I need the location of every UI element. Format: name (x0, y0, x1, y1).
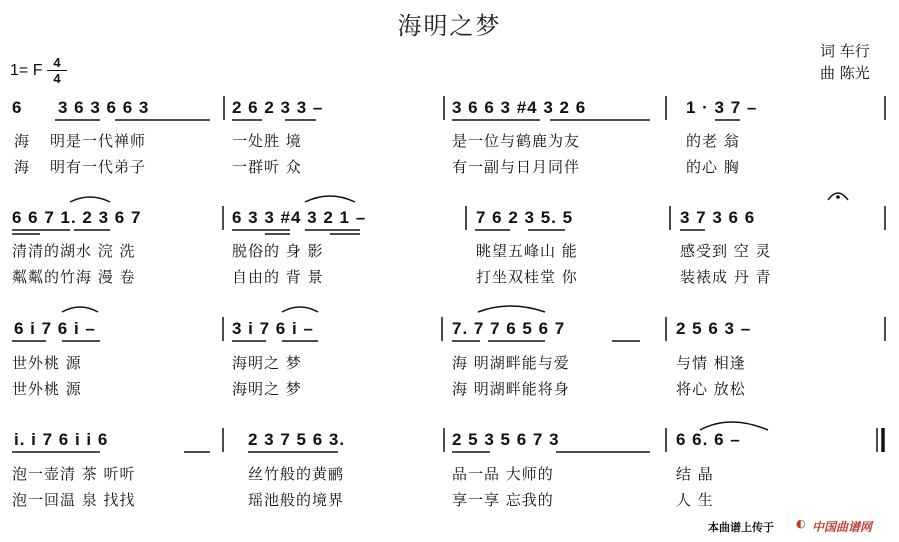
row-1-lyric-2-seg-3: 一群听 众 (232, 158, 302, 176)
row-4-lyric-2-seg-1: 泡一回温 泉 找找 (12, 491, 136, 509)
row-1-lyric-2-seg-2: 明有一代弟子 (50, 158, 147, 176)
row-4-lyric-1-seg-1: 泡一壶清 茶 听听 (12, 465, 136, 483)
row-2-lyric-1-seg-3: 眺望五峰山 能 (476, 242, 578, 260)
row-3-lyric-1-seg-1: 世外桃 源 (12, 354, 82, 372)
row-1-lyric-1-seg-4: 是一位与鹤鹿为友 (452, 132, 581, 150)
row-1-notes-seg-2: 3 6 3 6 6 3 (58, 98, 150, 117)
site-logo-text: 中国曲谱网 (812, 520, 873, 534)
row-3-notes-seg-4: 2 5 6 3 – (676, 319, 752, 338)
row-4-lyric-2-seg-2: 瑶池般的境界 (248, 491, 345, 509)
row-1-lyric-1-seg-3: 一处胜 境 (232, 132, 302, 150)
row-2-notes-seg-1: 6 6 7 1. 2 3 6 7 (12, 208, 142, 227)
row-2-notes-seg-4: 3 7 3 6 6 (680, 208, 756, 227)
row-4-notes-seg-4: 6 6. 6 – (676, 430, 741, 449)
row-1-lyric-1-seg-1: 海 (14, 132, 31, 150)
row-1-notes-seg-5: 1 · 3 7 – (686, 98, 758, 117)
row-2-lyric-1-seg-4: 感受到 空 灵 (680, 242, 772, 260)
composer-credit: 曲 陈光 (820, 64, 870, 82)
row-4-lyric-2-seg-4: 人 生 (676, 491, 714, 509)
row-3-lyric-2-seg-4: 将心 放松 (676, 380, 746, 398)
row-2-lyric-2-seg-1: 粼粼的竹海 漫 卷 (12, 268, 136, 286)
row-2-lyric-2-seg-3: 打坐双桂堂 你 (476, 268, 578, 286)
row-3-lyric-1-seg-2: 海明之 梦 (232, 354, 302, 372)
row-2-lyric-2-seg-4: 装裱成 丹 青 (680, 268, 772, 286)
row-1-lyric-2-seg-4: 有一副与日月同伴 (452, 158, 581, 176)
row-4-lyric-1-seg-3: 品一品 大师的 (452, 465, 554, 483)
row-3-lyric-2-seg-1: 世外桃 源 (12, 380, 82, 398)
row-1-notes-seg-1: 6 (12, 98, 23, 117)
row-4-lyric-1-seg-2: 丝竹般的黄鹂 (248, 465, 345, 483)
row-3-lyric-2-seg-3: 海 明湖畔能将身 (452, 380, 570, 398)
row-1-lyric-1-seg-2: 明是一代禅师 (50, 132, 147, 150)
row-3-notes-seg-2: 3 i 7 6 i – (232, 319, 314, 338)
row-1-lyric-2-seg-1: 海 (14, 158, 31, 176)
row-1-lyric-2-seg-5: 的心 胸 (686, 158, 740, 176)
upload-note: 本曲谱上传于 (708, 521, 774, 534)
row-3-lyric-2-seg-2: 海明之 梦 (232, 380, 302, 398)
row-2-lyric-1-seg-1: 清清的湖水 浣 洗 (12, 242, 136, 260)
row-2-notes-seg-3: 7 6 2 3 5. 5 (476, 208, 574, 227)
site-logo-icon: ◐ (796, 517, 806, 530)
row-4-lyric-2-seg-3: 享一享 忘我的 (452, 491, 554, 509)
row-2-lyric-2-seg-2: 自由的 背 景 (232, 268, 324, 286)
row-2-lyric-1-seg-2: 脱俗的 身 影 (232, 242, 324, 260)
row-1-notes-seg-3: 2 6 2 3 3 – (232, 98, 324, 117)
row-3-lyric-1-seg-4: 与情 相逢 (676, 354, 746, 372)
song-title: 海明之梦 (397, 12, 502, 40)
row-4-lyric-1-seg-4: 结 晶 (676, 465, 714, 483)
row-3-lyric-1-seg-3: 海 明湖畔能与爱 (452, 354, 570, 372)
row-1-lyric-1-seg-5: 的老 翁 (686, 132, 740, 150)
time-signature-bottom: 4 (53, 71, 61, 86)
time-signature-top: 4 (53, 55, 61, 70)
row-4-notes-seg-1: i. i 7 6 i i 6 (14, 430, 109, 449)
key-signature: 1= F (10, 62, 43, 79)
row-4-notes-seg-3: 2 5 3 5 6 7 3 (452, 430, 560, 449)
row-1-notes-seg-4: 3 6 6 3 #4 3 2 6 (452, 98, 587, 117)
row-3-notes-seg-3: 7. 7 7 6 5 6 7 (452, 319, 566, 338)
row-3-notes-seg-1: 6 i 7 6 i – (14, 319, 96, 338)
row-4-notes-seg-2: 2 3 7 5 6 3. (248, 430, 346, 449)
row-2-notes-seg-2: 6 3 3 #4 3 2 1 – (232, 208, 367, 227)
lyricist-credit: 词 车行 (820, 42, 870, 60)
